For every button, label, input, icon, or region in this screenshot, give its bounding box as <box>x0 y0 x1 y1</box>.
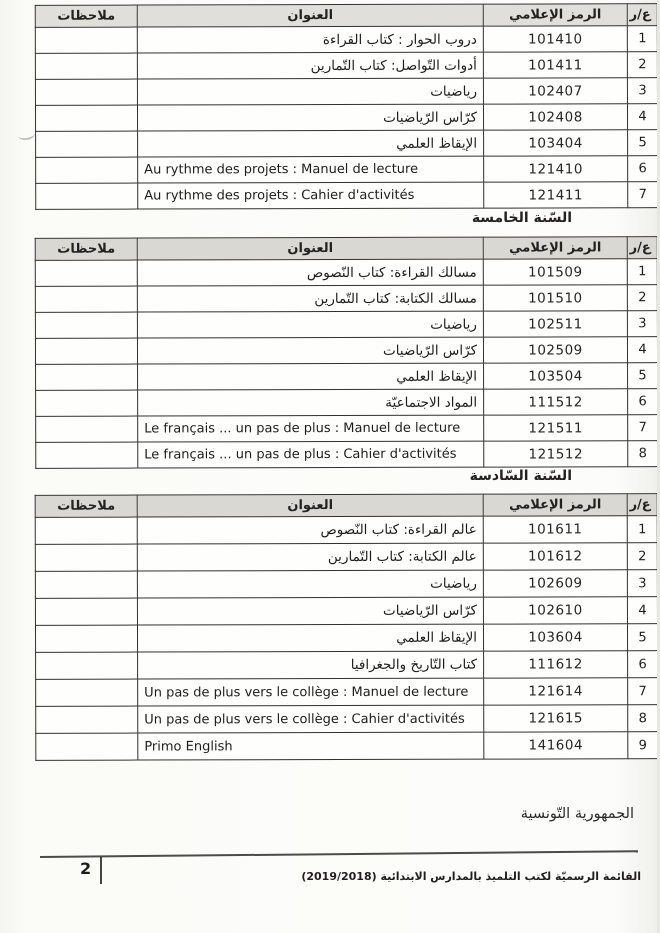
table-row <box>35 285 657 313</box>
book-code-cell: 102408 <box>483 104 627 130</box>
row-number-cell: 5 <box>628 363 658 389</box>
column-header-num: ع/ر <box>627 237 657 259</box>
column-header-num: ع/ر <box>627 494 657 516</box>
book-title-cell: دروب الحوار : كتاب القراءة <box>137 26 483 53</box>
notes-cell <box>36 679 138 706</box>
row-number-cell: 3 <box>627 311 657 337</box>
notes-cell <box>35 53 137 79</box>
book-title-cell: رياضيات <box>137 570 483 598</box>
row-number-cell: 7 <box>628 415 658 441</box>
table-header-row <box>35 237 657 261</box>
book-title-cell: أدوات التّواصل: كتاب التّمارين <box>137 52 483 79</box>
column-header-notes: ملاحظات <box>35 238 137 260</box>
column-header-num: ع/ر <box>627 4 657 26</box>
book-code-cell: 101611 <box>483 516 627 543</box>
notes-cell <box>35 79 137 105</box>
book-code-cell: 111612 <box>484 651 628 678</box>
row-number-cell: 8 <box>628 441 658 467</box>
book-title-cell: كرّاس الرّياضيات <box>137 337 483 364</box>
book-code-cell: 102610 <box>483 597 627 624</box>
table-row <box>36 130 658 158</box>
book-code-cell: 121614 <box>484 678 628 705</box>
notes-cell <box>35 338 137 364</box>
column-header-title: العنوان <box>137 237 483 260</box>
notes-cell <box>36 416 138 442</box>
table-row <box>35 26 657 54</box>
book-title-cell: عالم الكتابة: كتاب التّمارين <box>137 543 483 571</box>
book-code-cell: 102407 <box>483 78 627 104</box>
book-code-cell: 101410 <box>483 26 627 52</box>
notes-cell <box>36 157 138 183</box>
page-number: 2 <box>80 859 92 878</box>
notes-cell <box>36 706 138 733</box>
notes-cell <box>36 652 138 679</box>
column-header-notes: ملاحظات <box>35 495 137 517</box>
book-code-cell: 101510 <box>483 285 627 311</box>
book-title-cell: Au rythme des projets : Manuel de lecture <box>138 156 484 183</box>
book-code-cell: 101411 <box>483 52 627 78</box>
row-number-cell: 2 <box>627 52 657 78</box>
column-header-code: الرمز الإعلامي <box>483 237 627 259</box>
notes-cell <box>35 286 137 312</box>
table-row <box>36 732 658 761</box>
row-number-cell: 8 <box>628 705 658 732</box>
table-row <box>36 705 658 734</box>
table-row <box>35 597 657 626</box>
table-row <box>35 337 657 365</box>
book-title-cell: الإيقاظ العلمي <box>138 130 484 157</box>
notes-cell <box>35 517 137 544</box>
column-header-code: الرمز الإعلامي <box>483 4 627 26</box>
book-code-cell: 111512 <box>484 389 628 415</box>
textbook-table-year5 <box>35 236 659 469</box>
book-code-cell: 121512 <box>484 441 628 467</box>
table-row <box>36 415 658 443</box>
table-row <box>36 441 658 469</box>
book-title-cell: Un pas de plus vers le collège : Manuel de lecture <box>138 678 484 706</box>
row-number-cell: 4 <box>627 597 657 624</box>
notes-cell <box>36 733 138 760</box>
row-number-cell: 2 <box>627 285 657 311</box>
row-number-cell: 3 <box>627 78 657 104</box>
footer-country-title: الجمهورية التّونسية <box>520 806 634 822</box>
book-title-cell: مسالك الكتابة: كتاب التّمارين <box>137 285 483 312</box>
table-row <box>35 311 657 339</box>
row-number-cell: 1 <box>627 516 657 543</box>
textbook-table-year6 <box>35 493 659 761</box>
notes-cell <box>36 390 138 416</box>
book-title-cell: الإيقاظ العلمي <box>138 363 484 390</box>
book-title-cell: رياضيات <box>137 78 483 105</box>
notes-cell <box>36 131 138 157</box>
book-title-cell: Le français ... un pas de plus : Cahier d'activités <box>138 441 484 468</box>
book-title-cell: Le français ... un pas de plus : Manuel de lecture <box>138 415 484 442</box>
notes-cell <box>35 105 137 131</box>
table-row <box>35 570 657 599</box>
row-number-cell: 7 <box>628 678 658 705</box>
book-code-cell: 102511 <box>483 311 627 337</box>
notes-cell <box>36 442 138 468</box>
row-number-cell: 4 <box>627 337 657 363</box>
notes-cell <box>35 571 137 598</box>
row-number-cell: 1 <box>627 259 657 285</box>
table-header-row <box>35 494 657 518</box>
book-code-cell: 121411 <box>484 182 628 208</box>
book-title-cell: المواد الاجتماعيّة <box>138 389 484 416</box>
table-row <box>36 156 658 184</box>
row-number-cell: 6 <box>628 389 658 415</box>
notes-cell <box>35 260 137 286</box>
book-code-cell: 102609 <box>483 570 627 597</box>
table-row <box>35 78 657 106</box>
table-row <box>36 678 658 707</box>
row-number-cell: 2 <box>627 543 657 570</box>
notes-cell <box>36 364 138 390</box>
section-heading-year6: السّنة السّادسة <box>469 468 572 484</box>
book-title-cell: Au rythme des projets : Cahier d'activités <box>138 182 484 209</box>
book-code-cell: 141604 <box>484 732 628 759</box>
column-header-notes: ملاحظات <box>35 5 137 27</box>
row-number-cell: 7 <box>628 182 658 208</box>
book-title-cell: كرّاس الرّياضيات <box>137 597 483 625</box>
notes-cell <box>36 183 138 209</box>
book-title-cell: مسالك القراءة: كتاب النّصوص <box>137 259 483 286</box>
row-number-cell: 4 <box>627 104 657 130</box>
textbook-table-year4 <box>35 3 659 210</box>
footer-document-caption: القائمة الرسميّة لكتب التلميذ بالمدارس الابتدائية (2019/2018) <box>301 870 641 883</box>
book-code-cell: 103604 <box>483 624 627 651</box>
notes-cell <box>35 598 137 625</box>
row-number-cell: 3 <box>627 570 657 597</box>
book-code-cell: 103504 <box>484 363 628 389</box>
page-number-divider <box>100 856 102 884</box>
row-number-cell: 1 <box>627 26 657 52</box>
book-title-cell: كرّاس الرّياضيات <box>137 104 483 131</box>
book-title-cell: Primo English <box>138 732 484 760</box>
section-heading-year5: السّنة الخامسة <box>471 210 572 226</box>
column-header-title: العنوان <box>137 494 483 517</box>
row-number-cell: 9 <box>628 732 658 759</box>
table-row <box>36 651 658 680</box>
table-row <box>36 182 658 210</box>
book-title-cell: كتاب التّاريخ والجغرافيا <box>138 651 484 679</box>
table-row <box>35 52 657 80</box>
book-title-cell: الإيقاظ العلمي <box>137 624 483 652</box>
footer-divider-line <box>40 850 638 858</box>
column-header-code: الرمز الإعلامي <box>483 494 627 516</box>
table-row <box>35 543 657 572</box>
book-code-cell: 121511 <box>484 415 628 441</box>
book-code-cell: 121410 <box>484 156 628 182</box>
row-number-cell: 6 <box>628 156 658 182</box>
notes-cell <box>35 544 137 571</box>
column-header-title: العنوان <box>137 4 483 27</box>
table-row <box>35 624 657 653</box>
book-code-cell: 102509 <box>483 337 627 363</box>
table-row <box>35 259 657 287</box>
table-row <box>35 516 657 545</box>
book-code-cell: 101612 <box>483 543 627 570</box>
row-number-cell: 5 <box>628 130 658 156</box>
notes-cell <box>35 625 137 652</box>
row-number-cell: 5 <box>627 624 657 651</box>
book-code-cell: 101509 <box>483 259 627 285</box>
table-header-row <box>35 4 657 28</box>
book-title-cell: عالم القراءة: كتاب النّصوص <box>137 516 483 544</box>
table-row <box>36 389 658 417</box>
notes-cell <box>35 27 137 53</box>
notes-cell <box>35 312 137 338</box>
book-title-cell: Un pas de plus vers le collège : Cahier d'activités <box>138 705 484 733</box>
table-row <box>35 104 657 132</box>
book-title-cell: رياضيات <box>137 311 483 338</box>
row-number-cell: 6 <box>628 651 658 678</box>
book-code-cell: 121615 <box>484 705 628 732</box>
table-row <box>36 363 658 391</box>
pen-mark-artifact <box>17 128 36 142</box>
book-code-cell: 103404 <box>484 130 628 156</box>
